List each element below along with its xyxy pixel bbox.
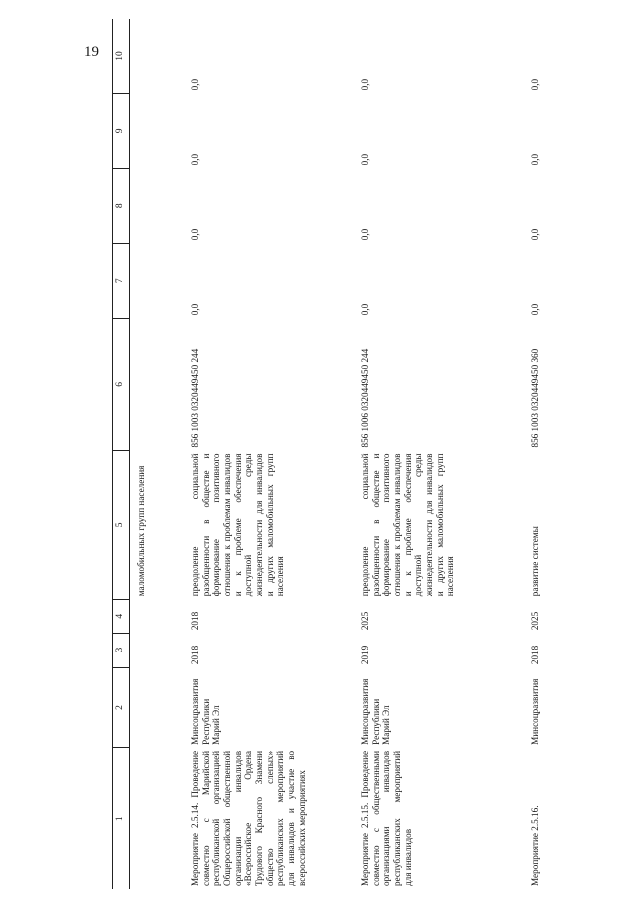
header-col-9: 9 <box>113 93 130 168</box>
measure-cell: Мероприятие 2.5.14. Проведение совместно с Марийской республиканской организацией Общероссийской общественной организации инвалидов «Всероссийское Ордена Трудового Красного Знамени общество слепых» республиканских мероприятий для инвалидов и участие во всероссийских мероприятиях <box>190 750 307 886</box>
end-year-cell: 2018 <box>190 611 200 631</box>
end-year-cell: 2025 <box>530 611 540 631</box>
value-cell-8: 0,0 <box>360 228 370 241</box>
value-cell-7: 0,0 <box>360 303 370 316</box>
value-cell-8: 0,0 <box>530 228 540 241</box>
start-year-cell: 2018 <box>530 645 540 665</box>
value-cell-10: 0,0 <box>360 78 370 91</box>
header-col-7: 7 <box>113 243 130 318</box>
header-col-3: 3 <box>113 633 130 667</box>
header-col-6: 6 <box>113 318 130 450</box>
value-cell-9: 0,0 <box>360 153 370 166</box>
page-number: 19 <box>84 44 99 60</box>
value-cell-7: 0,0 <box>530 303 540 316</box>
budget-code-cell: 856 1003 0320449450 360 <box>530 348 540 448</box>
executor-cell: Минсоцразвития Республики Марий Эл <box>360 678 392 745</box>
budget-code-cell: 856 1006 0320449450 244 <box>360 348 370 448</box>
value-cell-9: 0,0 <box>530 153 540 166</box>
end-year-cell: 2025 <box>360 611 370 631</box>
header-col-8: 8 <box>113 168 130 243</box>
table-row <box>354 19 524 889</box>
value-cell-9: 0,0 <box>190 153 200 166</box>
value-cell-7: 0,0 <box>190 303 200 316</box>
table-row-carry-over <box>130 19 185 889</box>
program-measures-table <box>112 19 594 889</box>
result-cell: преодоление социальной разобщенности в обществе и формирование позитивного отношения к проблемам инвалидов и к проблеме обеспечения доступной среды жизнедеятельности для инвалидов и других маломобильных групп населения <box>360 453 456 597</box>
value-cell-10: 0,0 <box>190 78 200 91</box>
header-col-5: 5 <box>113 451 130 600</box>
measure-cell: Мероприятие 2.5.16. <box>530 805 540 886</box>
header-col-10: 10 <box>113 19 130 93</box>
measure-cell: Мероприятие 2.5.15. Проведение совместно с общественными организациями инвалидов республиканских мероприятий для инвалидов <box>360 750 413 886</box>
table-row <box>184 19 354 889</box>
carry-over-result: маломобильных групп населения <box>136 465 146 597</box>
table-header-row <box>113 19 130 889</box>
header-col-2: 2 <box>113 667 130 748</box>
result-cell: развитие системы <box>530 526 540 597</box>
value-cell-8: 0,0 <box>190 228 200 241</box>
executor-cell: Минсоцразвития <box>530 678 540 745</box>
budget-code-cell: 856 1003 0320449450 244 <box>190 348 200 448</box>
executor-cell: Минсоцразвития Республики Марий Эл <box>190 678 222 745</box>
start-year-cell: 2019 <box>360 645 370 665</box>
header-col-1: 1 <box>113 748 130 889</box>
rotated-table-container <box>112 19 632 889</box>
start-year-cell: 2018 <box>190 645 200 665</box>
result-cell: преодоление социальной разобщенности в обществе и формирование позитивного отношения к проблемам инвалидов и к проблеме обеспечения доступной среды жизнедеятельности для инвалидов и других маломобильных групп населения <box>190 453 286 597</box>
value-cell-10: 0,0 <box>530 78 540 91</box>
table-row <box>524 19 594 889</box>
header-col-4: 4 <box>113 599 130 633</box>
